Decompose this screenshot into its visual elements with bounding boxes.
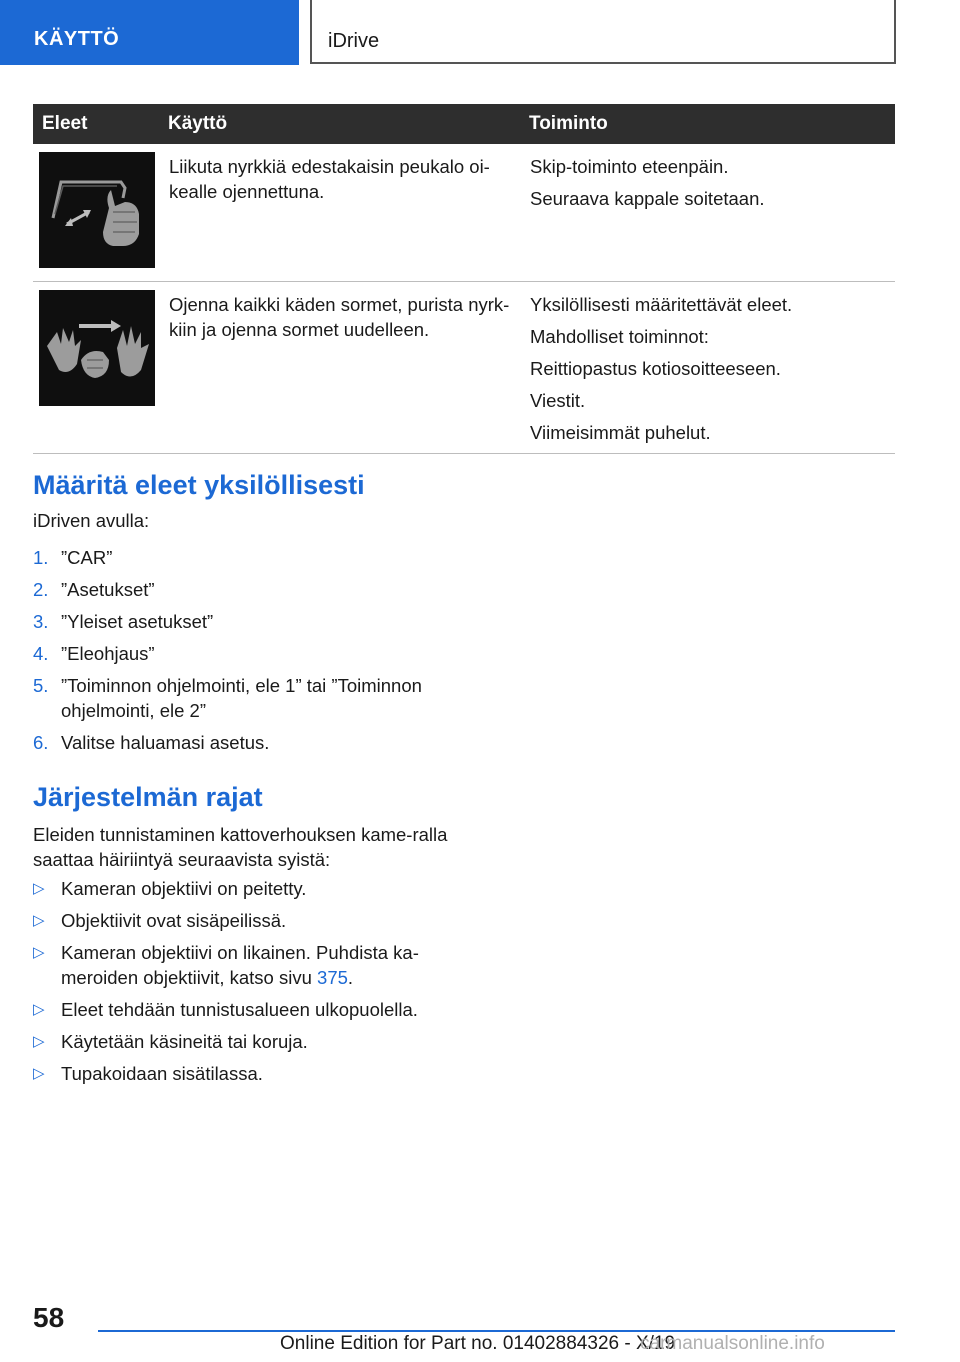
bullet-text-suffix: .	[347, 967, 354, 988]
step-number: 3.	[33, 611, 49, 632]
list-item	[33, 730, 453, 755]
bullet-text: Objektiivit ovat sisäpeilissä.	[61, 910, 287, 931]
list-item	[33, 1061, 453, 1086]
edition-footer: Online Edition for Part no. 01402884326 - X/19	[280, 1333, 676, 1354]
list-item	[33, 876, 453, 901]
list-item	[33, 577, 453, 602]
list-item	[33, 609, 453, 634]
triangle-bullet-icon: ▷	[33, 1033, 45, 1050]
list-item	[33, 940, 453, 990]
function-line: Viimeisimmät puhelut.	[530, 422, 711, 443]
function-line: Reittiopastus kotiosoitteeseen.	[530, 358, 781, 379]
footer-divider	[98, 1330, 895, 1332]
function-line: Viestit.	[530, 390, 586, 411]
topic-header: iDrive	[310, 0, 896, 64]
page-reference-link[interactable]: 375	[317, 967, 348, 988]
gesture-spread-fingers-icon	[39, 290, 155, 406]
list-item	[33, 641, 453, 666]
gesture-table	[33, 104, 895, 454]
step-text: ”Yleiset asetukset”	[61, 611, 214, 632]
triangle-bullet-icon: ▷	[33, 1065, 45, 1082]
list-item	[33, 673, 453, 723]
step-number: 2.	[33, 579, 49, 600]
step-text: Valitse haluamasi asetus.	[61, 732, 270, 753]
section-title-system-limits: Järjestelmän rajat	[33, 782, 263, 812]
bullet-text: Tupakoidaan sisätilassa.	[61, 1063, 263, 1084]
function-line: Seuraava kappale soitetaan.	[530, 188, 765, 209]
bullet-text: Kameran objektiivi on peitetty.	[61, 878, 307, 899]
function-cell	[529, 144, 895, 282]
table-row	[33, 282, 895, 454]
function-line: Mahdolliset toiminnot:	[530, 326, 709, 347]
step-number: 6.	[33, 732, 49, 753]
list-item	[33, 997, 453, 1022]
section-title-custom-gestures: Määritä eleet yksilöllisesti	[33, 470, 365, 500]
bullet-text: Kameran objektiivi on likainen. Puhdista ka-meroiden objektiivit, katso sivu	[61, 942, 419, 988]
gesture-cell	[33, 144, 168, 282]
column-header-usage: Käyttö	[168, 104, 529, 144]
list-item	[33, 545, 453, 570]
step-text: ”Toiminnon ohjelmointi, ele 1” tai ”Toiminnon ohjelmointi, ele 2”	[61, 675, 422, 721]
triangle-bullet-icon: ▷	[33, 880, 45, 897]
function-cell	[529, 282, 895, 454]
table-row	[33, 144, 895, 282]
page-number: 58	[33, 1302, 65, 1333]
watermark: carmanualsonline.info	[640, 1333, 825, 1354]
list-item	[33, 908, 453, 933]
triangle-bullet-icon: ▷	[33, 912, 45, 929]
table-header-row	[33, 104, 895, 144]
gesture-swipe-thumb-icon	[39, 152, 155, 268]
column-header-gestures: Eleet	[33, 104, 168, 144]
steps-list	[33, 545, 453, 762]
step-text: ”Eleohjaus”	[61, 643, 155, 664]
triangle-bullet-icon: ▷	[33, 944, 45, 961]
function-line: Skip-toiminto eteenpäin.	[530, 156, 729, 177]
step-number: 4.	[33, 643, 49, 664]
bullet-text: Eleet tehdään tunnistusalueen ulkopuolella.	[61, 999, 418, 1020]
gesture-cell	[33, 282, 168, 454]
triangle-bullet-icon: ▷	[33, 1001, 45, 1018]
step-number: 5.	[33, 675, 49, 696]
bullet-text: Käytetään käsineitä tai koruja.	[61, 1031, 308, 1052]
chapter-header: KÄYTTÖ	[0, 0, 299, 65]
section-intro: Eleiden tunnistaminen kattoverhouksen kame-ralla saattaa häiriintyä seuraavista syistä:	[33, 824, 448, 870]
step-text: ”Asetukset”	[61, 579, 155, 600]
function-line: Yksilöllisesti määritettävät eleet.	[530, 294, 793, 315]
step-number: 1.	[33, 547, 49, 568]
usage-cell: Ojenna kaikki käden sormet, purista nyrk-kiin ja ojenna sormet uudelleen.	[168, 282, 529, 454]
usage-cell: Liikuta nyrkkiä edestakaisin peukalo oi-kealle ojennettuna.	[168, 144, 529, 282]
column-header-function: Toiminto	[529, 104, 895, 144]
limits-list	[33, 876, 453, 1093]
step-text: ”CAR”	[61, 547, 113, 568]
section-intro: iDriven avulla:	[33, 510, 150, 531]
list-item	[33, 1029, 453, 1054]
